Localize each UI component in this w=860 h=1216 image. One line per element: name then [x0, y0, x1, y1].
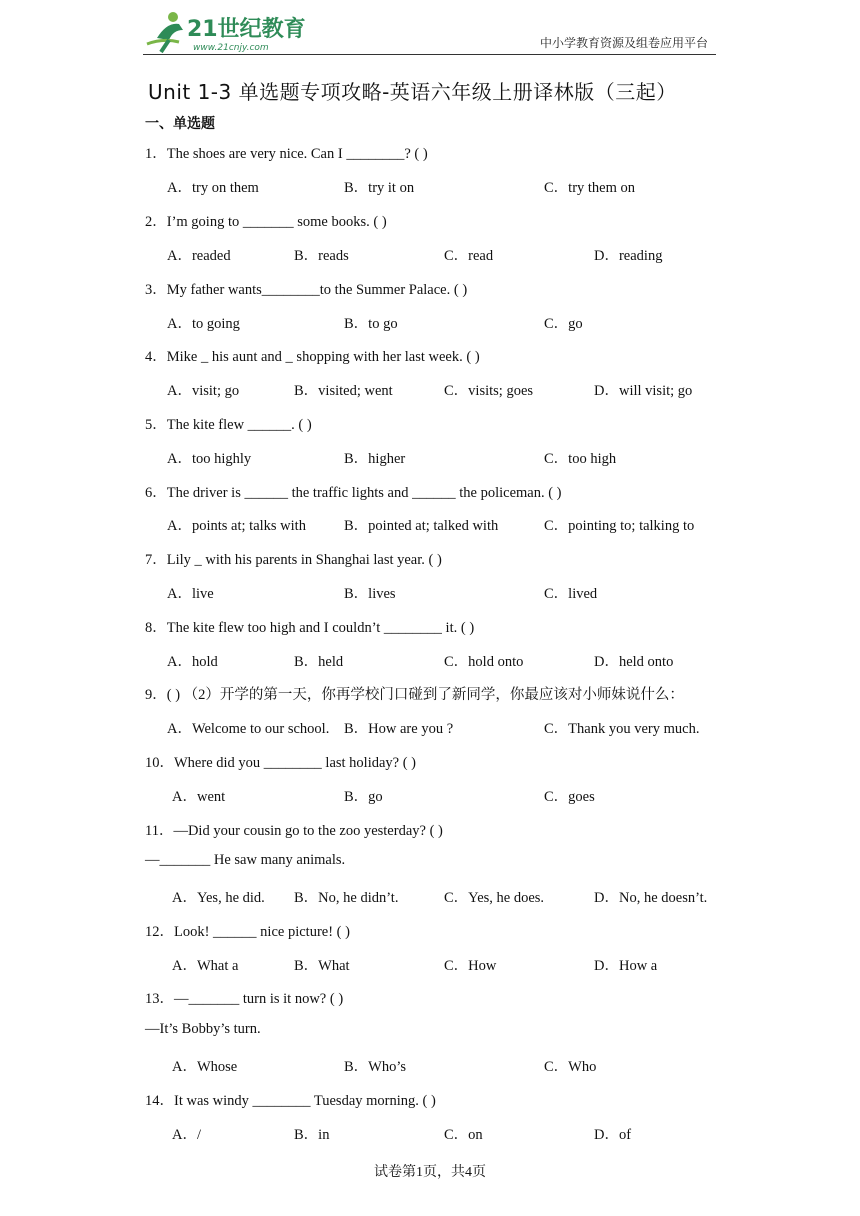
question-5: 5．The kite flew ______. ( ) [145, 417, 312, 433]
question-11-dialogue: —_______ He saw many animals. [145, 852, 346, 868]
header-platform-text: 中小学教育资源及组卷应用平台 [539, 36, 708, 50]
option-9a[interactable]: A．Welcome to our school. [167, 721, 330, 737]
question-12: 12．Look! ______ nice picture! ( ) [145, 924, 350, 940]
option-2d[interactable]: D．reading [594, 248, 663, 264]
question-7: 7．Lily _ with his parents in Shanghai last year. ( ) [145, 552, 442, 568]
option-8c[interactable]: C．hold onto [444, 654, 524, 670]
svg-text:21世纪教育: 21世纪教育 [187, 17, 306, 42]
option-4c[interactable]: C．visits; goes [444, 383, 534, 399]
question-13-dialogue: —It’s Bobby’s turn. [145, 1021, 261, 1037]
option-12d[interactable]: D．How a [594, 958, 658, 974]
option-2c[interactable]: C．read [444, 248, 494, 264]
option-1a[interactable]: A．try on them [167, 180, 259, 196]
option-14c[interactable]: C．on [444, 1127, 483, 1143]
page-title: Unit 1-3 单选题专项攻略-英语六年级上册译林版（三起） [148, 80, 677, 104]
option-9b[interactable]: B．How are you ? [344, 721, 454, 737]
option-7b[interactable]: B．lives [344, 586, 396, 602]
option-8d[interactable]: D．held onto [594, 654, 674, 670]
question-6: 6．The driver is ______ the traffic lights and ______ the policeman. ( ) [145, 485, 562, 501]
option-11d[interactable]: D．No, he doesn’t. [594, 890, 708, 906]
option-4a[interactable]: A．visit; go [167, 383, 240, 399]
option-3c[interactable]: C．go [544, 316, 583, 332]
option-7a[interactable]: A．live [167, 586, 214, 602]
question-11: 11．—Did your cousin go to the zoo yesterday? ( ) [145, 823, 443, 839]
logo-21cnjy [143, 8, 313, 54]
question-4: 4．Mike _ his aunt and _ shopping with her last week. ( ) [145, 349, 480, 365]
option-2b[interactable]: B．reads [294, 248, 349, 264]
option-2a[interactable]: A．readed [167, 248, 231, 264]
question-13: 13．—_______ turn is it now? ( ) [145, 991, 344, 1007]
option-11b[interactable]: B．No, he didn’t. [294, 890, 399, 906]
option-12b[interactable]: B．What [294, 958, 350, 974]
option-10a[interactable]: A．went [172, 789, 226, 805]
option-11a[interactable]: A．Yes, he did. [172, 890, 265, 906]
option-5a[interactable]: A．too highly [167, 451, 252, 467]
option-10b[interactable]: B．go [344, 789, 383, 805]
option-8b[interactable]: B．held [294, 654, 344, 670]
option-3b[interactable]: B．to go [344, 316, 398, 332]
option-4d[interactable]: D．will visit; go [594, 383, 693, 399]
option-7c[interactable]: C．lived [544, 586, 598, 602]
option-9c[interactable]: C．Thank you very much. [544, 721, 700, 737]
option-10c[interactable]: C．goes [544, 789, 595, 805]
option-14d[interactable]: D．of [594, 1127, 632, 1143]
option-5b[interactable]: B．higher [344, 451, 406, 467]
question-8: 8．The kite flew too high and I couldn’t ________ it. ( ) [145, 620, 475, 636]
option-11c[interactable]: C．Yes, he does. [444, 890, 545, 906]
option-13c[interactable]: C．Who [544, 1059, 597, 1075]
question-9: 9．( ) （2）开学的第一天，你再学校门口碰到了新同学，你最应该对小师妹说什么： [145, 687, 684, 703]
option-12a[interactable]: A．What a [172, 958, 239, 974]
question-3: 3．My father wants________to the Summer Palace. ( ) [145, 282, 468, 298]
page-header [143, 8, 716, 55]
option-12c[interactable]: C．How [444, 958, 497, 974]
option-13a[interactable]: A．Whose [172, 1059, 238, 1075]
option-1b[interactable]: B．try it on [344, 180, 415, 196]
option-6c[interactable]: C．pointing to; talking to [544, 518, 695, 534]
option-14a[interactable]: A．/ [172, 1127, 201, 1143]
question-2: 2．I’m going to _______ some books. ( ) [145, 214, 387, 230]
option-6b[interactable]: B．pointed at; talked with [344, 518, 499, 534]
section-heading: 一、单选题 [145, 116, 215, 132]
running-figure-icon [147, 12, 183, 52]
option-14b[interactable]: B．in [294, 1127, 330, 1143]
svg-text:www.21cnjy.com: www.21cnjy.com [193, 43, 269, 53]
option-13b[interactable]: B．Who’s [344, 1059, 407, 1075]
option-1c[interactable]: C．try them on [544, 180, 636, 196]
question-10: 10．Where did you ________ last holiday? ( ) [145, 755, 417, 771]
option-8a[interactable]: A．hold [167, 654, 218, 670]
option-5c[interactable]: C．too high [544, 451, 617, 467]
question-1: 1．The shoes are very nice. Can I ________? ( ) [145, 146, 428, 162]
option-6a[interactable]: A．points at; talks with [167, 518, 306, 534]
question-14: 14．It was windy ________ Tuesday morning. ( ) [145, 1093, 436, 1109]
option-4b[interactable]: B．visited; went [294, 383, 393, 399]
page-footer: 试卷第1页，共4页 [374, 1165, 486, 1180]
option-3a[interactable]: A．to going [167, 316, 240, 332]
